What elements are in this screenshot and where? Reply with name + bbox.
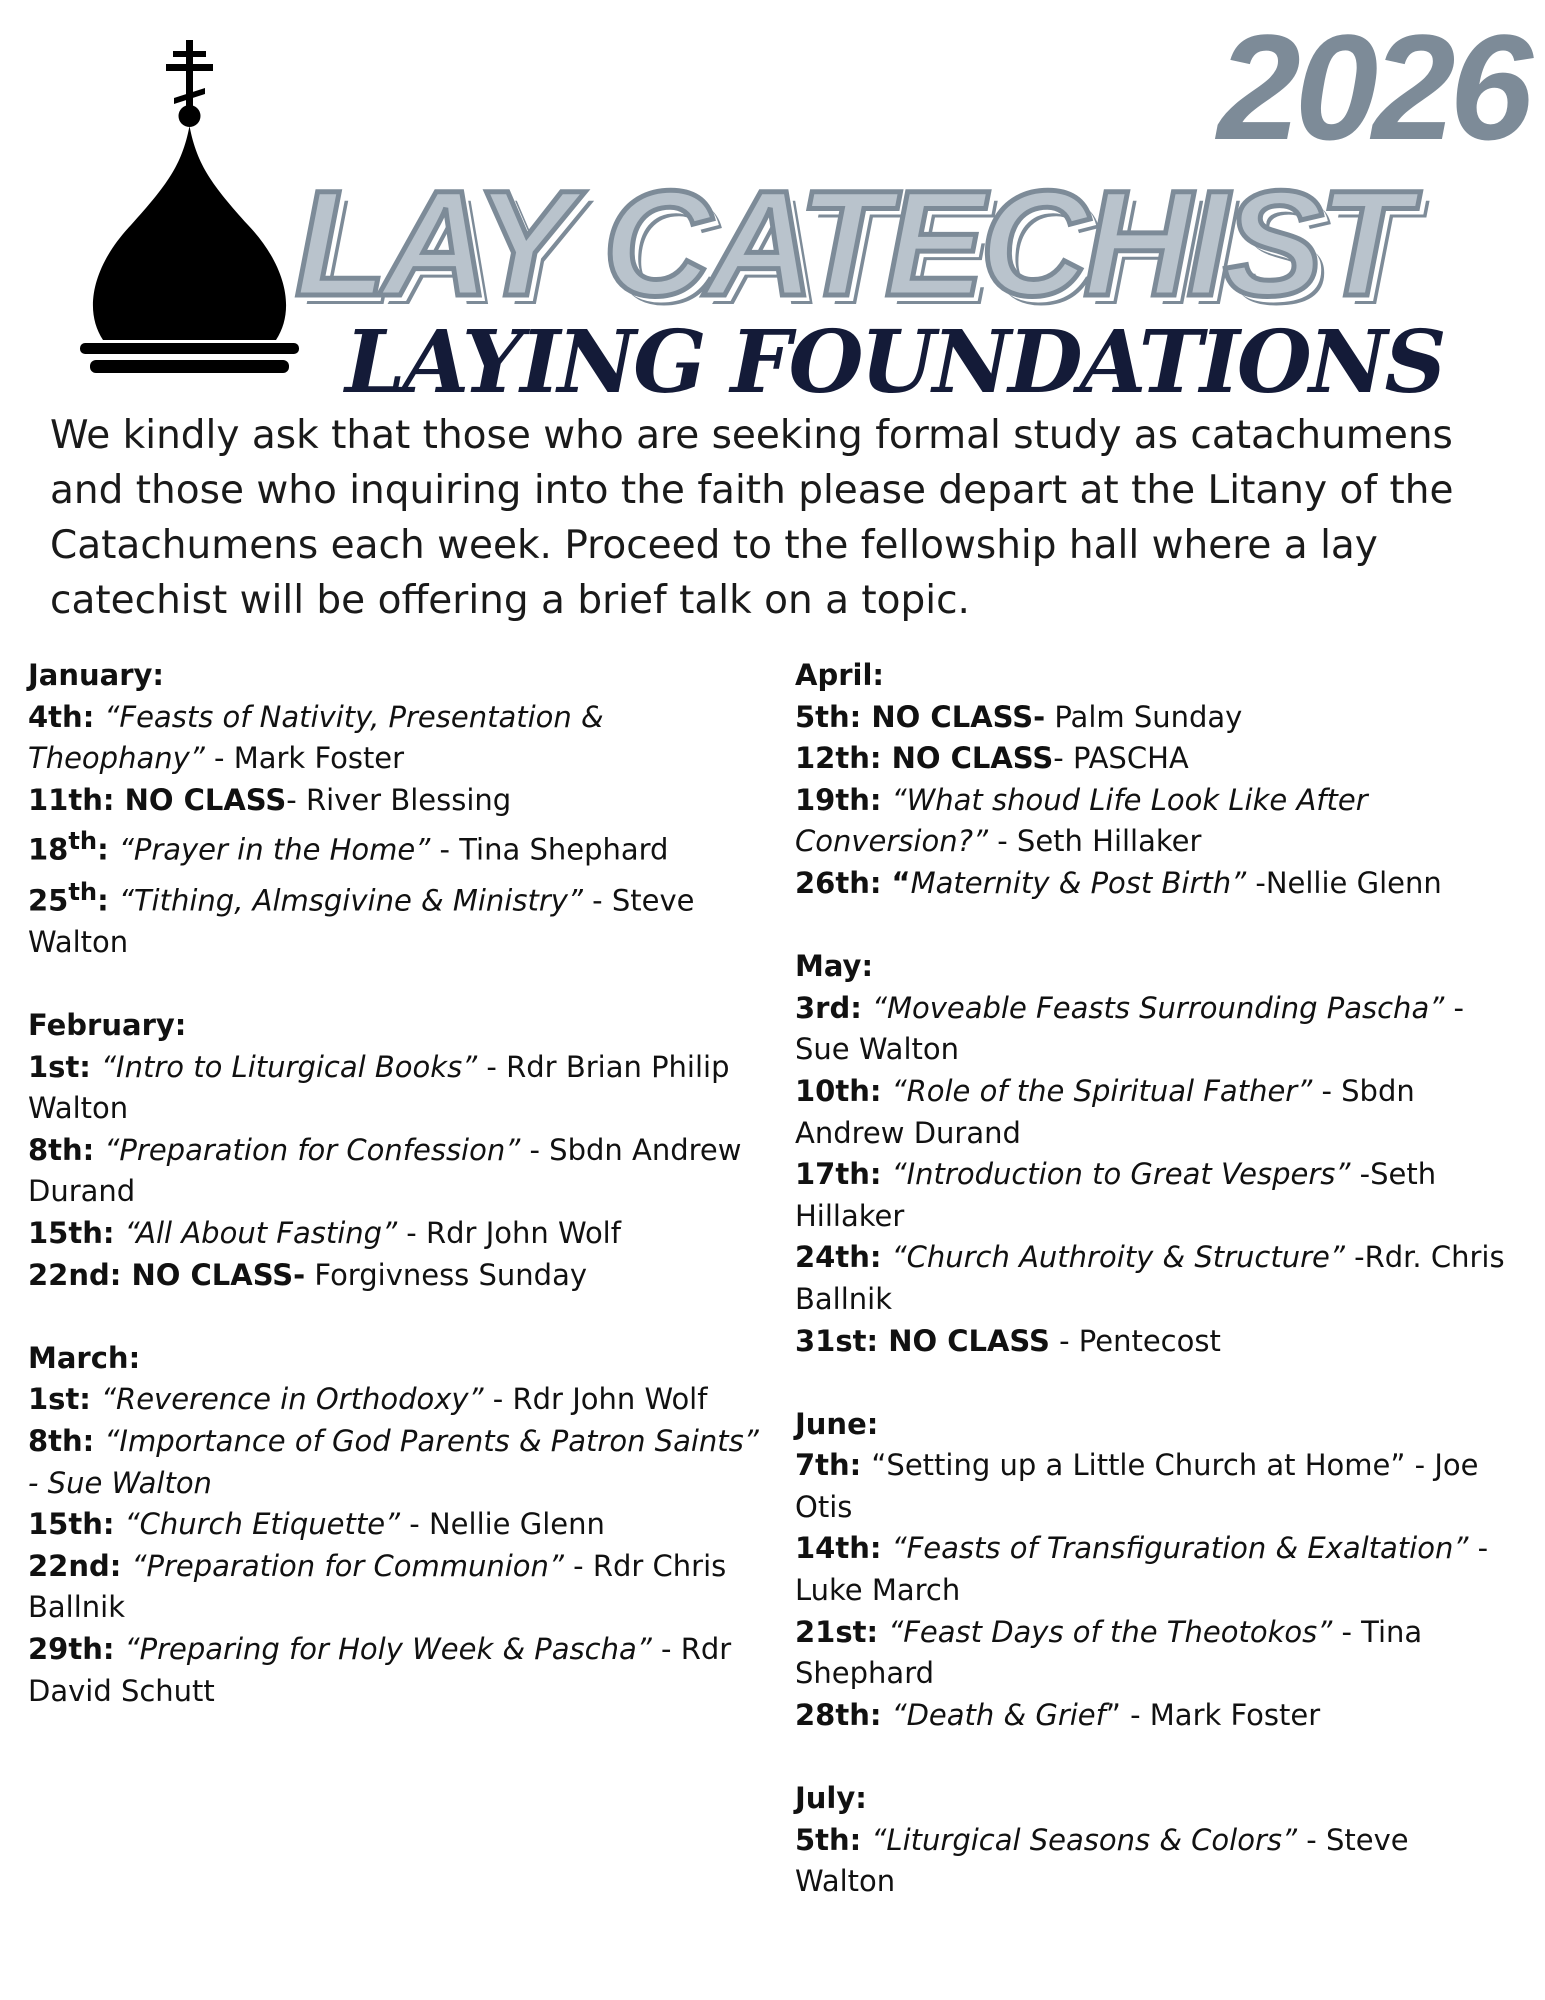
entry-speaker: - Rdr John Wolf	[483, 1382, 708, 1417]
entry-speaker: - Mark Foster	[204, 741, 405, 776]
entry-date: 7th:	[795, 1448, 862, 1483]
entry-separator: :	[82, 699, 105, 734]
entry-date: 15th:	[28, 1507, 115, 1542]
entry-date: 24th:	[795, 1240, 882, 1275]
entry-speaker: ” - Mark Foster	[1105, 1697, 1321, 1732]
entry-separator	[861, 1448, 871, 1482]
entry-speaker: -Nellie Glenn	[1246, 865, 1442, 900]
entry-separator: :	[97, 833, 119, 868]
schedule-entry	[28, 697, 763, 780]
entry-speaker: - Nellie Glenn	[400, 1507, 605, 1542]
entry-date: 1st:	[28, 1049, 91, 1084]
entry-separator	[91, 1050, 101, 1084]
entry-separator	[881, 1074, 891, 1108]
month-block	[795, 655, 1515, 905]
month-heading: May:	[795, 949, 874, 984]
schedule-entry	[28, 1255, 763, 1297]
entry-speaker: - River Blessing	[286, 782, 512, 817]
entry-date: 28th:	[795, 1697, 882, 1732]
entry-speaker: - Tina Shephard	[795, 1614, 1423, 1691]
intro-paragraph: We kindly ask that those who are seeking formal study as catachumens and those who inquiring into the faith please depart at the Litany of the Catachumens each week. Proceed to the fellowship hall where a lay catechist will be offering a brief talk on a topic.	[50, 413, 1454, 623]
schedule-entry	[28, 1504, 763, 1546]
entry-separator	[114, 1507, 124, 1541]
entry-date: 22nd:	[28, 1257, 122, 1292]
entry-date-suffix: th	[68, 827, 98, 856]
entry-date: 8th:	[28, 1132, 95, 1167]
no-class-label: NO CLASS	[124, 782, 287, 817]
entry-speaker: - Rdr David Schutt	[28, 1631, 732, 1708]
entry-date: 8th:	[28, 1424, 95, 1458]
entry-topic: “Reverence in Orthodoxy”	[101, 1382, 484, 1417]
entry-topic: Maternity & Post Birth”	[910, 865, 1247, 900]
year-heading: 2026	[1217, 3, 1527, 171]
entry-separator	[94, 1424, 104, 1458]
entry-separator	[881, 783, 891, 817]
entry-date: 15th:	[28, 1216, 115, 1251]
month-heading: January:	[28, 658, 165, 692]
schedule-entry	[795, 1154, 1515, 1237]
schedule-entry	[795, 1445, 1515, 1528]
schedule-entry	[795, 1612, 1515, 1695]
entry-speaker: - Sbdn Andrew Durand	[795, 1073, 1415, 1150]
entry-topic: “Tithing, Almsgivine & Ministry”	[118, 883, 583, 918]
schedule-entry	[28, 1629, 763, 1712]
entry-topic: “Moveable Feasts Surrounding Pascha”	[871, 990, 1445, 1025]
month-heading: July:	[795, 1781, 867, 1816]
entry-speaker: -Rdr. Chris Ballnik	[795, 1240, 1505, 1316]
schedule-entry	[795, 738, 1515, 780]
no-class-label: NO CLASS	[891, 741, 1054, 776]
entry-date: 19th:	[795, 782, 882, 817]
entry-topic: “Prayer in the Home”	[118, 833, 431, 868]
month-block	[795, 1778, 1515, 1903]
entry-separator	[861, 1823, 871, 1857]
entry-date: 18	[28, 833, 69, 868]
month-block	[28, 655, 763, 963]
schedule-entry	[795, 697, 1515, 739]
entry-separator	[881, 1157, 891, 1191]
entry-topic: “All About Fasting”	[124, 1216, 398, 1251]
entry-date: 5th:	[795, 1822, 862, 1857]
schedule-column-left	[28, 655, 763, 1712]
schedule-entry	[795, 1071, 1515, 1154]
entry-separator	[881, 1240, 891, 1274]
month-heading: March:	[28, 1340, 141, 1375]
entry-date: 29th:	[28, 1631, 115, 1666]
entry-date: 14th:	[795, 1531, 882, 1566]
month-heading: April:	[795, 658, 884, 692]
entry-speaker: - Sue Walton	[795, 990, 1464, 1067]
entry-speaker: - Tina Shephard	[430, 833, 669, 868]
entry-date: 26th: “	[795, 865, 911, 900]
schedule-entry	[795, 1528, 1515, 1611]
entry-date: 31st:	[795, 1323, 879, 1358]
entry-date: 17th:	[795, 1157, 882, 1192]
entry-date-suffix: th	[68, 877, 98, 906]
schedule-entry	[795, 1321, 1515, 1363]
schedule-entry	[28, 780, 763, 822]
month-heading: June:	[795, 1406, 879, 1441]
entry-speaker: - Rdr Brian Philip Walton	[28, 1049, 730, 1126]
entry-date: 12th:	[795, 741, 882, 776]
entry-date: 11th	[28, 782, 103, 817]
entry-separator	[114, 1632, 124, 1666]
entry-speaker: “Setting up a Little Church at Home” - Joe Otis	[795, 1448, 1479, 1524]
entry-date: 1st:	[28, 1382, 91, 1417]
entry-date: 5th:	[795, 699, 862, 734]
entry-topic: “Feasts of Nativity, Presentation & Theophany”	[28, 699, 604, 776]
month-block	[28, 1005, 763, 1296]
entry-speaker: - Steve Walton	[28, 883, 695, 959]
entry-speaker: - Pentecost	[1049, 1323, 1221, 1358]
schedule-entry	[795, 988, 1515, 1071]
entry-speaker: - Steve Walton	[795, 1822, 1409, 1899]
entry-speaker: - Sbdn Andrew Durand	[28, 1132, 742, 1209]
schedule-entry	[28, 1379, 763, 1421]
entry-speaker: -Seth Hillaker	[795, 1157, 1437, 1233]
entry-date: 25	[28, 883, 69, 918]
month-heading: February:	[28, 1008, 187, 1043]
entry-separator	[881, 1698, 891, 1732]
schedule-entry	[795, 863, 1515, 905]
schedule-column-right	[795, 655, 1515, 1903]
entry-separator	[878, 1615, 888, 1649]
entry-separator	[862, 991, 872, 1025]
entry-topic: “Role of the Spiritual Father”	[891, 1073, 1313, 1108]
entry-topic: “Importance of God Parents & Patron Saints” - Sue Walton	[28, 1424, 759, 1500]
entry-speaker: Palm Sunday	[1045, 699, 1243, 734]
schedule-entry	[795, 1695, 1515, 1737]
entry-date: 10th:	[795, 1073, 882, 1108]
entry-speaker: - Luke March	[795, 1531, 1489, 1608]
entry-speaker: - PASCHA	[1053, 741, 1189, 776]
no-class-label: NO CLASS	[888, 1323, 1050, 1358]
schedule-entry	[795, 1237, 1515, 1320]
entry-topic: “Feasts of Transfiguration & Exaltation”	[891, 1531, 1469, 1566]
entry-topic: “Preparation for Confession”	[104, 1132, 521, 1167]
month-block	[28, 1338, 763, 1712]
entry-topic: “Intro to Liturgical Books”	[101, 1049, 478, 1084]
entry-separator: :	[102, 782, 125, 817]
entry-separator	[861, 700, 871, 734]
entry-topic: “Preparing for Holy Week & Pascha”	[124, 1631, 652, 1666]
entry-separator: :	[97, 883, 119, 918]
entry-date: 21st:	[795, 1614, 879, 1649]
page-subtitle: LAYING FOUNDATIONS	[345, 312, 1444, 413]
entry-topic: “Church Etiquette”	[124, 1507, 401, 1542]
entry-separator	[881, 741, 891, 775]
schedule-entry	[28, 1130, 763, 1213]
entry-speaker: - Rdr John Wolf	[397, 1216, 621, 1251]
schedule-entry	[795, 1820, 1515, 1903]
entry-topic: “Church Authroity & Structure”	[891, 1240, 1345, 1275]
schedule-entry	[28, 1421, 763, 1504]
schedule-entry	[28, 821, 763, 871]
schedule-entry	[28, 1213, 763, 1255]
entry-date: 3rd:	[795, 990, 862, 1025]
entry-topic: “Death & Grief	[891, 1697, 1106, 1732]
entry-topic: “Preparation for Communion”	[131, 1548, 564, 1583]
schedule-entry	[795, 780, 1515, 863]
entry-separator	[121, 1258, 131, 1292]
entry-separator	[94, 1133, 104, 1167]
entry-speaker: - Seth Hillaker	[988, 824, 1202, 859]
entry-date: 22nd:	[28, 1548, 122, 1583]
entry-speaker: Forgivness Sunday	[305, 1257, 588, 1292]
month-block	[795, 1404, 1515, 1737]
entry-date: 4th	[28, 699, 83, 734]
entry-separator	[881, 1531, 891, 1565]
schedule-entry	[28, 872, 763, 964]
entry-separator	[91, 1382, 101, 1416]
onion-dome-cross-icon	[60, 40, 310, 380]
entry-separator	[114, 1216, 124, 1250]
entry-topic: “What shoud Life Look Like After Conversion?”	[795, 782, 1368, 859]
page-title: LAY CATECHIST	[295, 159, 1406, 327]
entry-separator	[121, 1549, 131, 1583]
entry-topic: “Introduction to Great Vespers”	[891, 1157, 1351, 1192]
entry-topic: “Feast Days of the Theotokos”	[888, 1614, 1333, 1649]
no-class-label: NO CLASS-	[871, 699, 1046, 734]
no-class-label: NO CLASS-	[131, 1257, 306, 1292]
entry-topic: “Liturgical Seasons & Colors”	[871, 1822, 1298, 1857]
entry-separator	[878, 1324, 888, 1358]
schedule-entry	[28, 1047, 763, 1130]
schedule-entry	[28, 1546, 763, 1629]
month-block	[795, 946, 1515, 1362]
entry-speaker: - Rdr Chris Ballnik	[28, 1548, 727, 1625]
